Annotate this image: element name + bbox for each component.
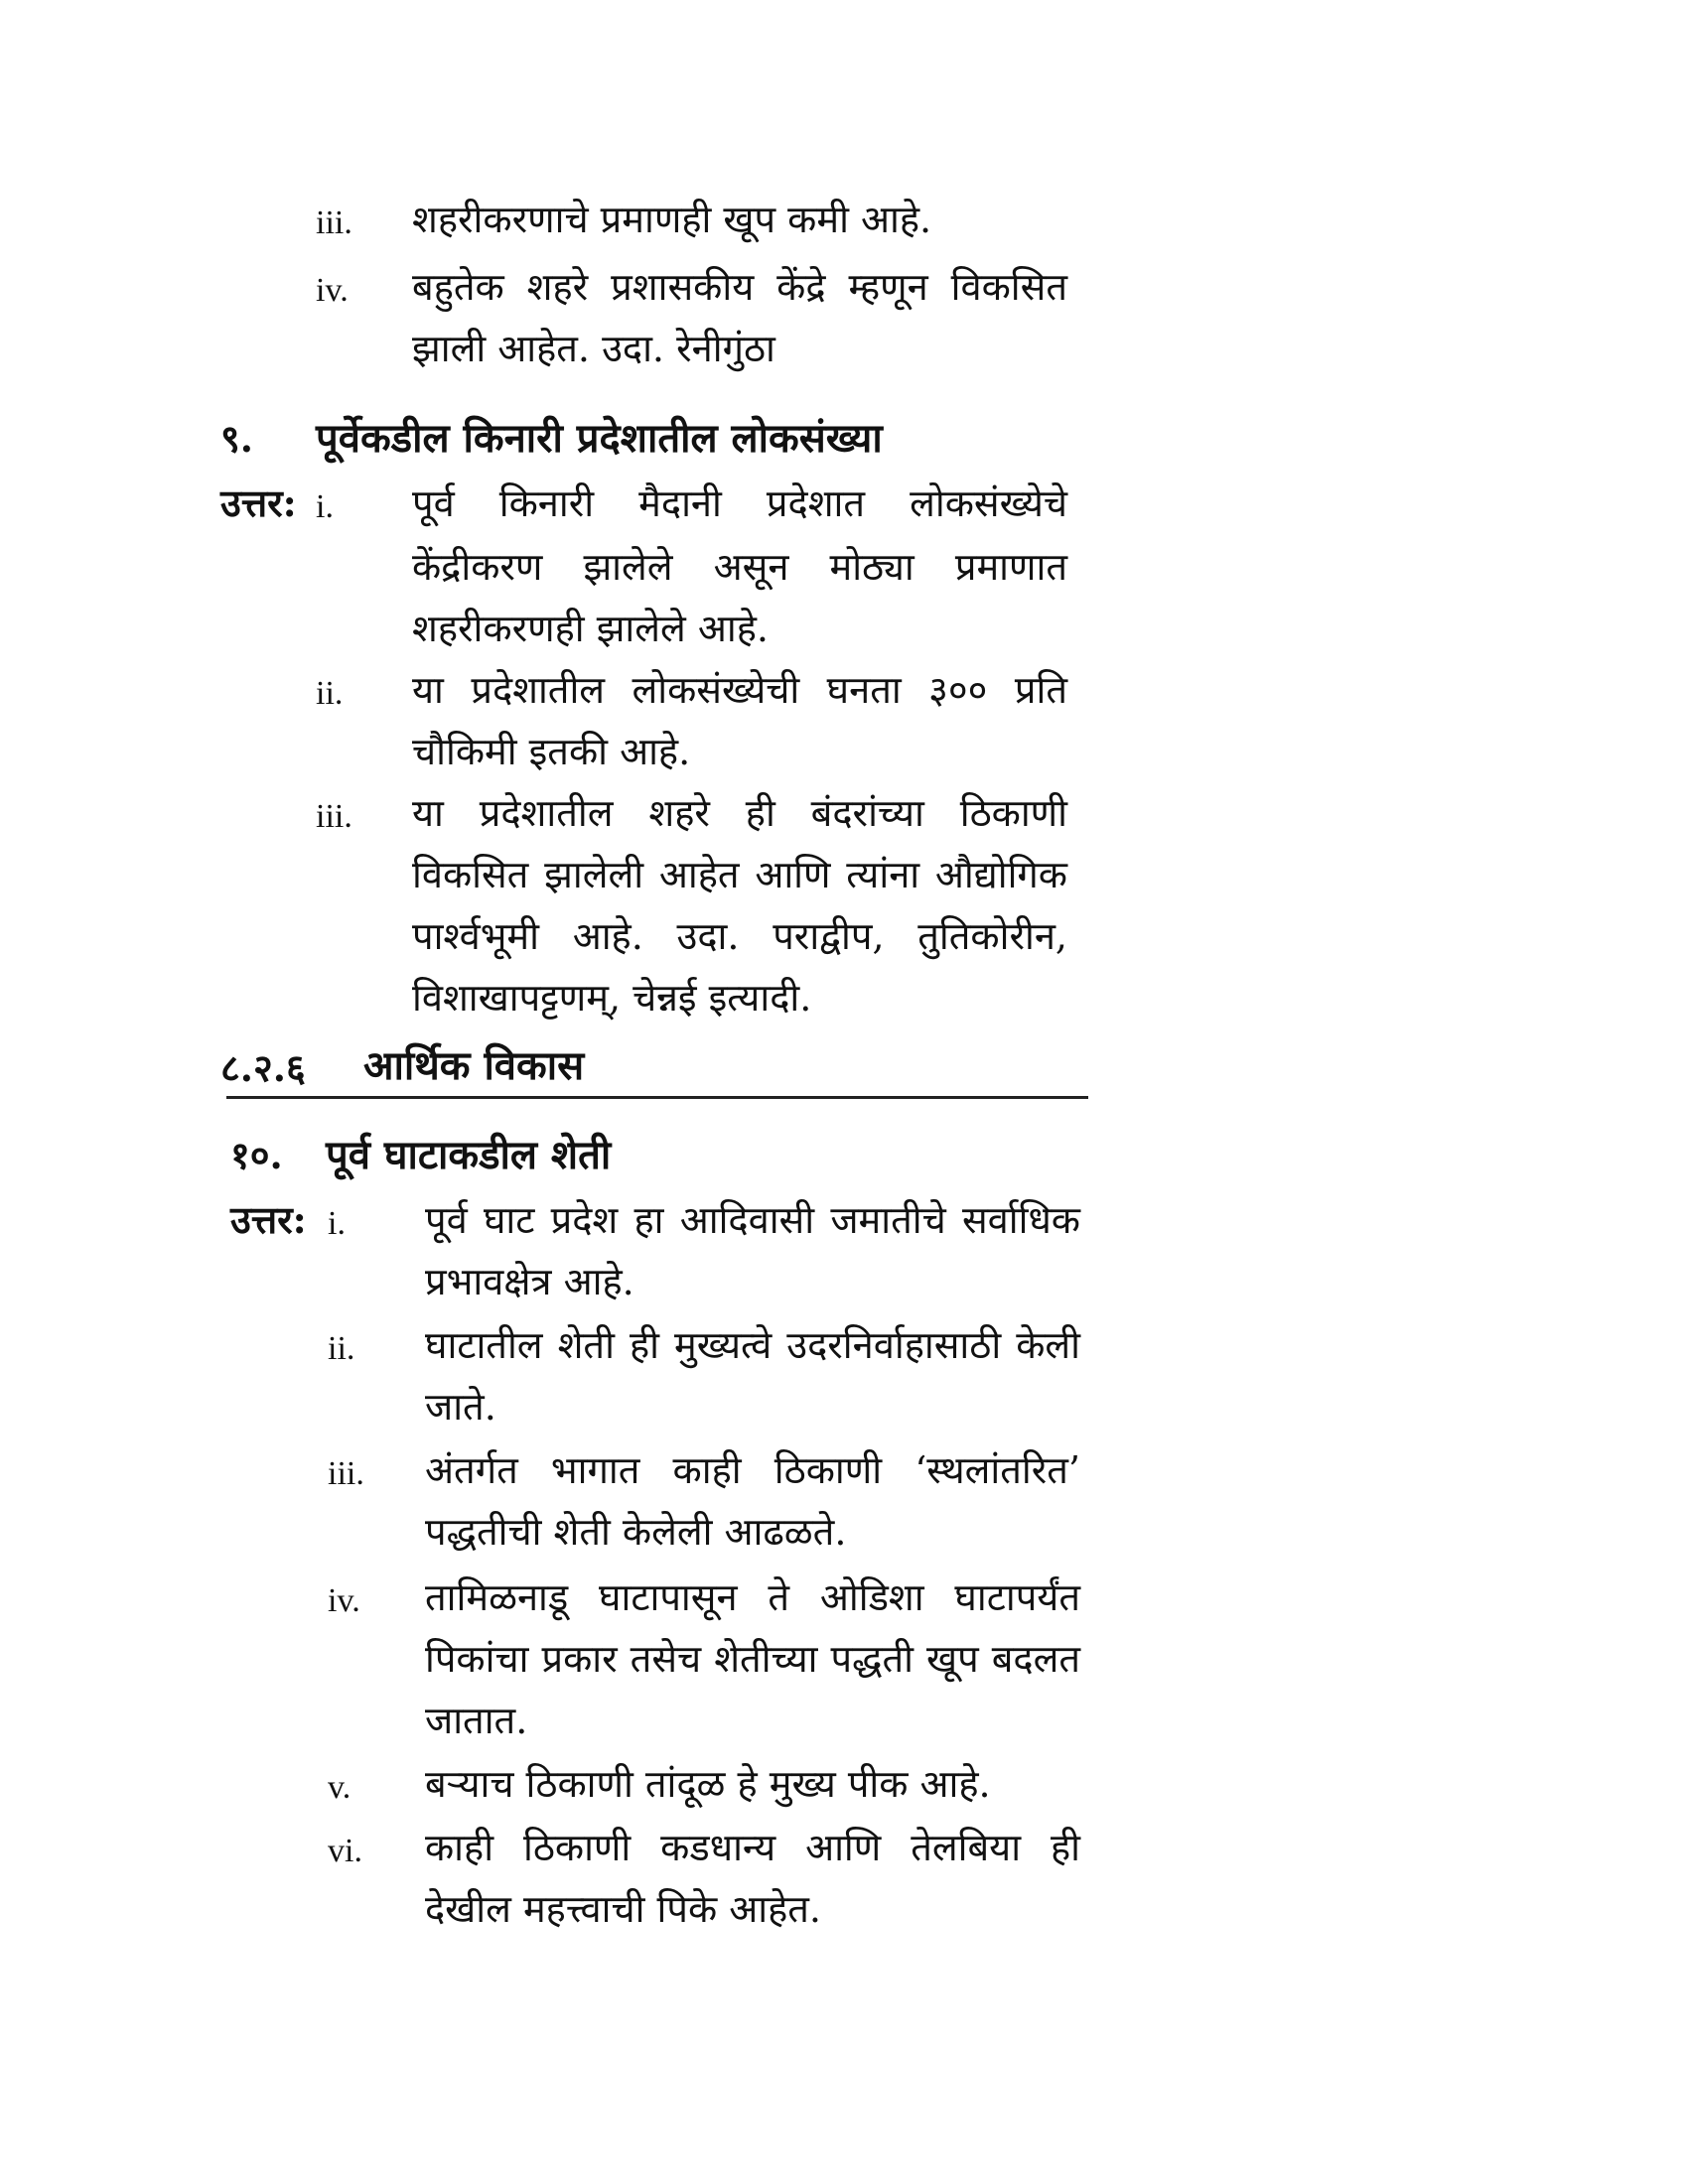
item-line: शहरीकरणही झालेले आहे. xyxy=(412,607,769,650)
item-line: काही ठिकाणी कडधान्य आणि तेलबिया ही xyxy=(425,1826,1080,1869)
item-number: iii. xyxy=(316,798,352,835)
item-number: vi. xyxy=(328,1833,362,1869)
question-number: ९. xyxy=(220,416,253,461)
section-title: आर्थिक विकास xyxy=(363,1042,585,1089)
item-line: झाली आहेत. उदा. रेनीगुंठा xyxy=(412,327,775,370)
item-line: शहरीकरणाचे प्रमाणही खूप कमी आहे. xyxy=(412,198,932,241)
item-line: प्रभावक्षेत्र आहे. xyxy=(425,1260,634,1303)
item-line: पिकांचा प्रकार तसेच शेतीच्या पद्धती खूप बदलत xyxy=(425,1637,1080,1681)
item-line: या प्रदेशातील लोकसंख्येची घनता ३०० प्रति xyxy=(412,668,1067,712)
item-line: पार्श्वभूमी आहे. उदा. पराद्वीप, तुतिकोरीन, xyxy=(412,914,1067,958)
question-title: पूर्वेकडील किनारी प्रदेशातील लोकसंख्या xyxy=(316,415,883,462)
item-number: i. xyxy=(316,488,334,525)
item-line: या प्रदेशातील शहरे ही बंदरांच्या ठिकाणी xyxy=(412,791,1067,835)
question-title: पूर्व घाटाकडील शेती xyxy=(326,1132,612,1178)
item-line: अंतर्गत भागात काही ठिकाणी ‘स्थलांतरित’ xyxy=(425,1448,1080,1492)
item-number: iii. xyxy=(316,205,352,241)
item-line: जाते. xyxy=(425,1385,496,1429)
item-line: पद्धतीची शेती केलेली आढळते. xyxy=(425,1510,847,1554)
item-line: केंद्रीकरण झालेले असून मोठ्या प्रमाणात xyxy=(412,545,1067,589)
section-divider xyxy=(226,1096,1088,1099)
item-line: बहुतेक शहरे प्रशासकीय केंद्रे म्हणून विकसित xyxy=(412,265,1067,309)
item-line: तामिळनाडू घाटापासून ते ओडिशा घाटापर्यंत xyxy=(425,1575,1080,1619)
question-number: १०. xyxy=(230,1133,283,1177)
item-number: iv. xyxy=(328,1582,360,1619)
item-number: ii. xyxy=(328,1330,355,1367)
item-line: पूर्व किनारी मैदानी प्रदेशात लोकसंख्येचे xyxy=(412,481,1067,525)
item-line: विकसित झालेली आहेत आणि त्यांना औद्योगिक xyxy=(412,853,1067,896)
item-line: बऱ्याच ठिकाणी तांदूळ हे मुख्य पीक आहे. xyxy=(425,1762,991,1806)
item-number: i. xyxy=(328,1205,346,1242)
item-number: iv. xyxy=(316,272,349,309)
section-number: ८.२.६ xyxy=(220,1045,306,1090)
item-number: v. xyxy=(328,1769,352,1806)
item-line: जातात. xyxy=(425,1699,528,1742)
item-number: iii. xyxy=(328,1455,364,1492)
answer-label: उत्तर: xyxy=(220,480,297,525)
answer-label: उत्तर: xyxy=(230,1197,307,1242)
item-line: घाटातील शेती ही मुख्यत्वे उदरनिर्वाहासाठी केली xyxy=(425,1323,1080,1367)
item-number: ii. xyxy=(316,675,344,712)
item-line: चौकिमी इतकी आहे. xyxy=(412,730,691,773)
item-line: विशाखापट्टणम्, चेन्नई इत्यादी. xyxy=(412,976,812,1020)
item-line: पूर्व घाट प्रदेश हा आदिवासी जमातीचे सर्वाधिक xyxy=(425,1198,1080,1242)
item-line: देखील महत्त्वाची पिके आहेत. xyxy=(425,1887,821,1931)
